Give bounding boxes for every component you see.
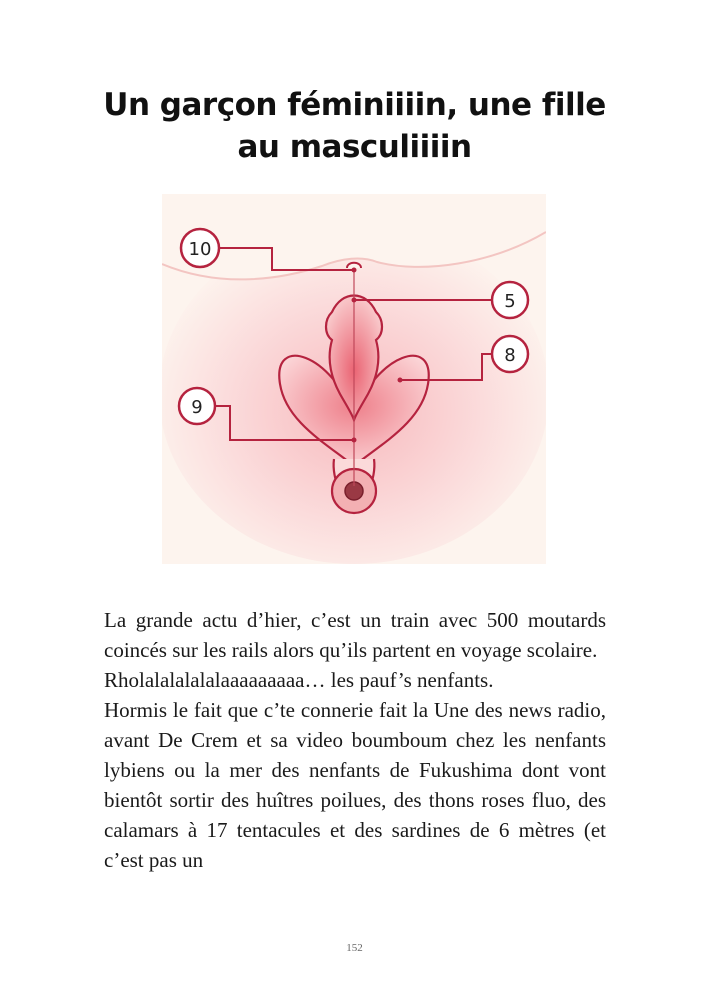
leader-dot-10 [352,268,357,273]
anatomical-diagram [162,194,546,564]
paragraph-3: Hormis le fait que c’te connerie fait la Une des news radio, avant De Crem et sa video boumboum chez les nenfants lybiens ou la mer des nenfants de Fukushima dont vont bientôt sortir des huîtres poilues, des thons roses fluo, des calamars à 17 tentacules et des sardines de 6 mètres (et c’est pas un [104,698,606,872]
body-text [104,605,606,875]
callout-8 [492,336,528,372]
title-line-1: Un garçon féminiiiin, une fille [103,87,606,123]
tip-notch [347,263,361,268]
svg-text:10: 10 [188,239,212,260]
leader-dot-8 [398,378,403,383]
callout-9 [179,388,215,424]
callout-10 [181,229,219,267]
svg-text:8: 8 [504,345,516,366]
leader-dot-9 [352,438,357,443]
paragraph-1: La grande actu d’hier, c’est un train avec 500 moutards coincés sur les rails alors qu’ils partent en voyage scolaire. [104,608,606,662]
leader-dot-5 [352,298,357,303]
paragraph-2: Rholalalalalalaaaaaaaaa… les pauf’s nenfants. [104,668,494,692]
svg-text:9: 9 [191,397,203,418]
svg-text:5: 5 [504,291,516,312]
diagram-svg [162,194,546,564]
page-title [60,84,649,168]
callout-5 [492,282,528,318]
page-number: 152 [346,942,363,954]
title-line-2: au masculiiiin [237,129,472,165]
